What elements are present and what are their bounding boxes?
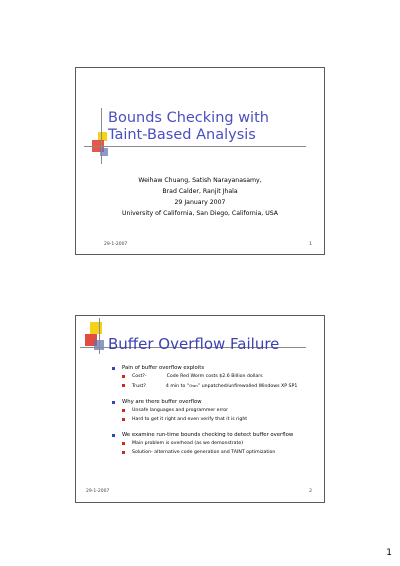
title-line-2: Taint-Based Analysis bbox=[108, 127, 256, 143]
sub-bullet: Cost?- Code Red Worm costs $2.6 Billion dollars bbox=[112, 372, 317, 381]
bullet-marker bbox=[122, 384, 125, 387]
bullet-marker bbox=[112, 367, 115, 370]
date-line: 29 January 2007 bbox=[174, 199, 226, 206]
sub-bullet: Unsafe languages and programmer error bbox=[112, 406, 317, 415]
bullet-marker bbox=[122, 375, 125, 378]
slide-title bbox=[108, 110, 269, 144]
sub-bullet: Hard to get it right and even verify that it is right bbox=[112, 415, 317, 424]
bullet-list bbox=[112, 364, 317, 457]
bullet-marker bbox=[122, 451, 125, 454]
footer-slide-number: 2 bbox=[309, 489, 312, 494]
author-block bbox=[76, 175, 324, 219]
footer-slide-number: 1 bbox=[309, 242, 312, 247]
authors-line-1: Weihaw Chuang, Satish Narayanasamy, bbox=[138, 177, 262, 184]
bullet-marker bbox=[112, 434, 115, 437]
title-line-1: Bounds Checking with bbox=[108, 110, 269, 126]
slide-1 bbox=[75, 67, 325, 255]
slide-title: Buffer Overflow Failure bbox=[108, 335, 280, 353]
bullet: We examine run-time bounds checking to detect buffer overflow bbox=[112, 431, 317, 439]
bullet-marker bbox=[122, 418, 125, 421]
affiliation: University of California, San Diego, California, USA bbox=[121, 210, 279, 217]
sub-bullet: Main problem is overhead (as we demonstrate) bbox=[112, 439, 317, 448]
bullet-marker bbox=[112, 401, 115, 404]
bullet-marker bbox=[122, 409, 125, 412]
authors-line-2: Brad Calder, Ranjit Jhala bbox=[162, 188, 238, 195]
sub-bullet: Trust? 4 min to “Own” unpatched/unfirewalled Windows XP SP1 bbox=[112, 381, 317, 391]
bullet-marker bbox=[122, 442, 125, 445]
footer-date: 29-1-2007 bbox=[86, 489, 110, 494]
bullet: Pain of buffer overflow exploits bbox=[112, 364, 317, 372]
bullet: Why are there buffer overflow bbox=[112, 398, 317, 406]
page-number: 1 bbox=[386, 548, 392, 558]
slide-2 bbox=[75, 315, 325, 503]
footer-date: 29-1-2007 bbox=[104, 242, 128, 247]
sub-bullet: Solution- alternative code generation and TAINT optimization bbox=[112, 448, 317, 457]
